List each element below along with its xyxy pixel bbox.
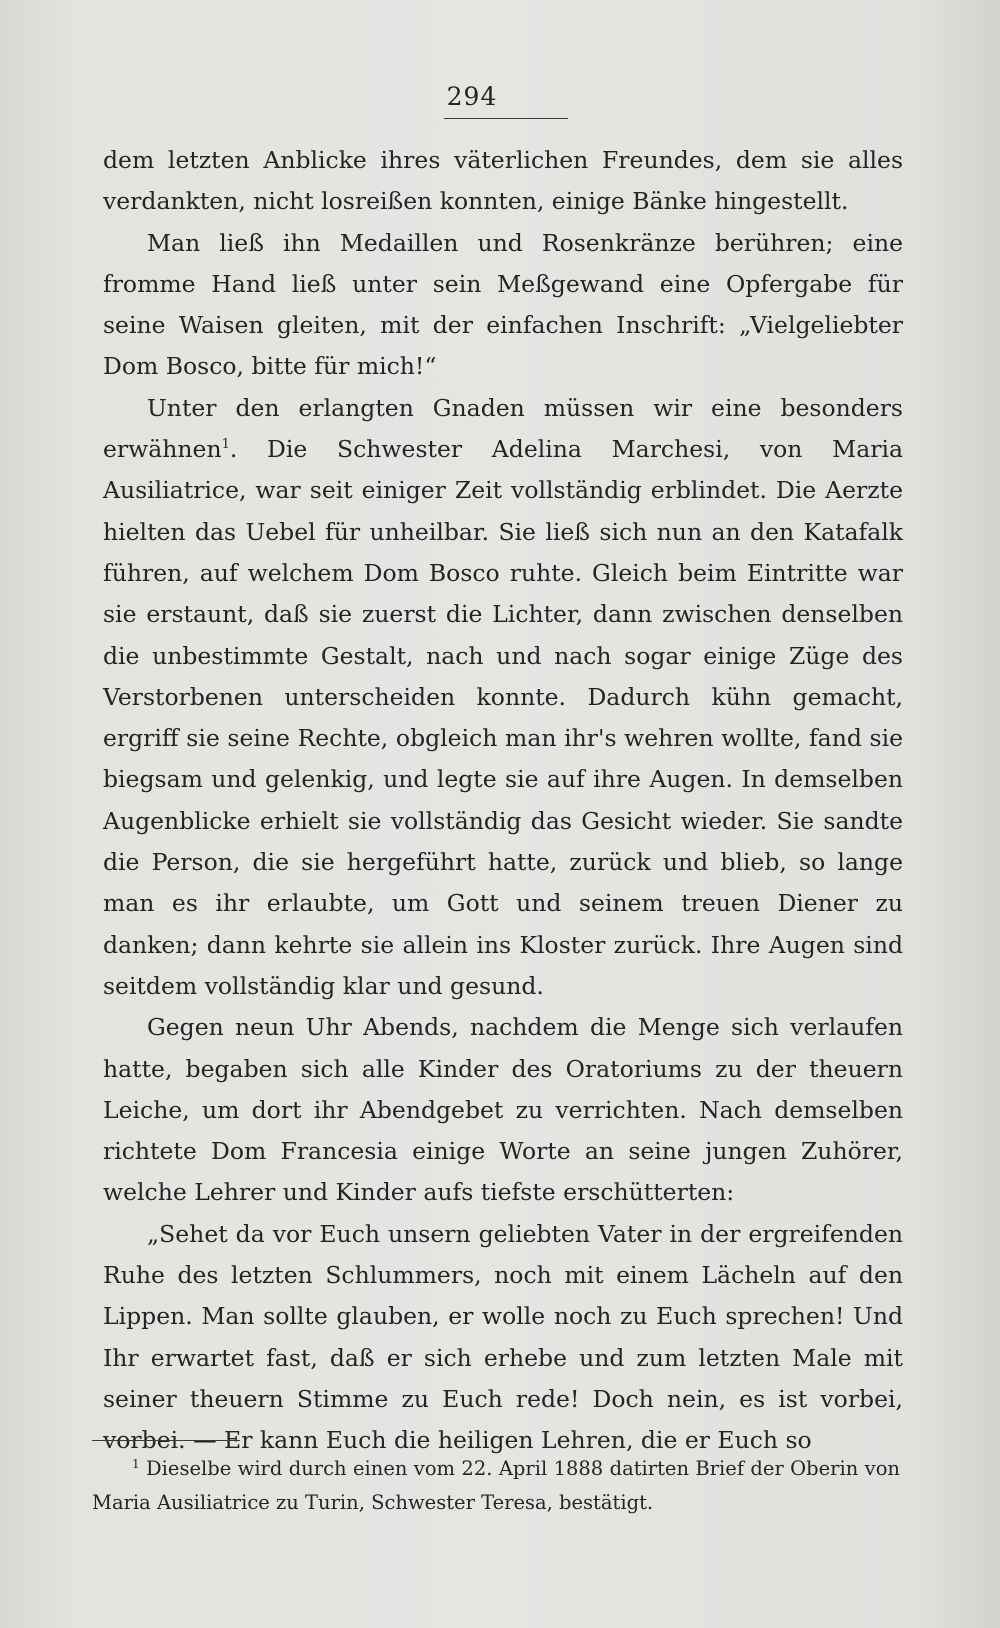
footnote-text: Dieselbe wird durch einen vom 22. April 1888 datirten Brief der Oberin von Maria Ausiliatrice zu Turin, Schwester Teresa, bestätigt. [92, 1457, 900, 1514]
paragraph-3-rest: . Die Schwester Adelina Marchesi, von Maria Ausiliatrice, war seit einiger Zeit vollständig erblindet. Die Aerzte hielten das Uebel für unheilbar. Sie ließ sich nun an den Katafalk führen, auf welchem Dom Bosco ruhte. Gleich beim Eintritte war sie erstaunt, daß sie zuerst die Lichter, dann zwischen denselben die unbestimmte Gestalt, nach und nach sogar einige Züge des Verstorbenen unterscheiden konnte. Dadurch kühn gemacht, ergriff sie seine Rechte, obgleich man ihr's wehren wollte, fand sie biegsam und gelenkig, und legte sie auf ihre Augen. In demselben Augenblicke erhielt sie vollständig das Gesicht wieder. Sie sandte die Person, die sie hergeführt hatte, zurück und blieb, so lange man es ihr erlaubte, um Gott und seinem treuen Diener zu danken; dann kehrte sie allein ins Kloster zurück. Ihre Augen sind seitdem vollständig klar und gesund. [103, 435, 903, 1000]
footnote-rule [92, 1440, 240, 1441]
footnote-marker: 1 [132, 1457, 140, 1471]
paragraph-4: Gegen neun Uhr Abends, nachdem die Menge sich verlaufen hatte, begaben sich alle Kinder des Oratoriums zu der theuern Leiche, um dort ihr Abendgebet zu verrichten. Nach demselben richtete Dom Francesia einige Worte an seine jungen Zuhörer, welche Lehrer und Kinder aufs tiefste erschütterten: [103, 1013, 903, 1207]
page-number: 294 [446, 82, 498, 111]
footnote-reference[interactable]: 1 [221, 437, 230, 453]
paragraph-5: „Sehet da vor Euch unsern geliebten Vater in der ergreifenden Ruhe des letzten Schlummers, noch mit einem Lächeln auf den Lippen. Man sollte glauben, er wolle noch zu Euch sprechen! Und Ihr erwartet fast, daß er sich erhebe und zum letzten Male mit seiner theuern Stimme zu Euch rede! Doch nein, es ist vorbei, vorbei. — Er kann Euch die heiligen Lehren, die er Euch so [103, 1219, 903, 1455]
paragraph-1: dem letzten Anblicke ihres väterlichen Freundes, dem sie alles verdankten, nicht losreißen konnten, einige Bänke hingestellt. [103, 146, 903, 216]
paragraph-2: Man ließ ihn Medaillen und Rosenkränze berühren; eine fromme Hand ließ unter sein Meßgewand eine Opfergabe für seine Waisen gleiten, mit der einfachen Inschrift: „Vielgeliebter Dom Bosco, bitte für mich!“ [103, 228, 903, 381]
footnotes [92, 1452, 900, 1520]
header-rule [444, 118, 568, 119]
paragraph-3-start: Unter den erlangten Gnaden müssen wir eine besonders erwähnen [103, 393, 903, 464]
paragraph-3 [103, 388, 903, 1007]
body-text [103, 140, 903, 1462]
footnote-1 [92, 1452, 900, 1520]
